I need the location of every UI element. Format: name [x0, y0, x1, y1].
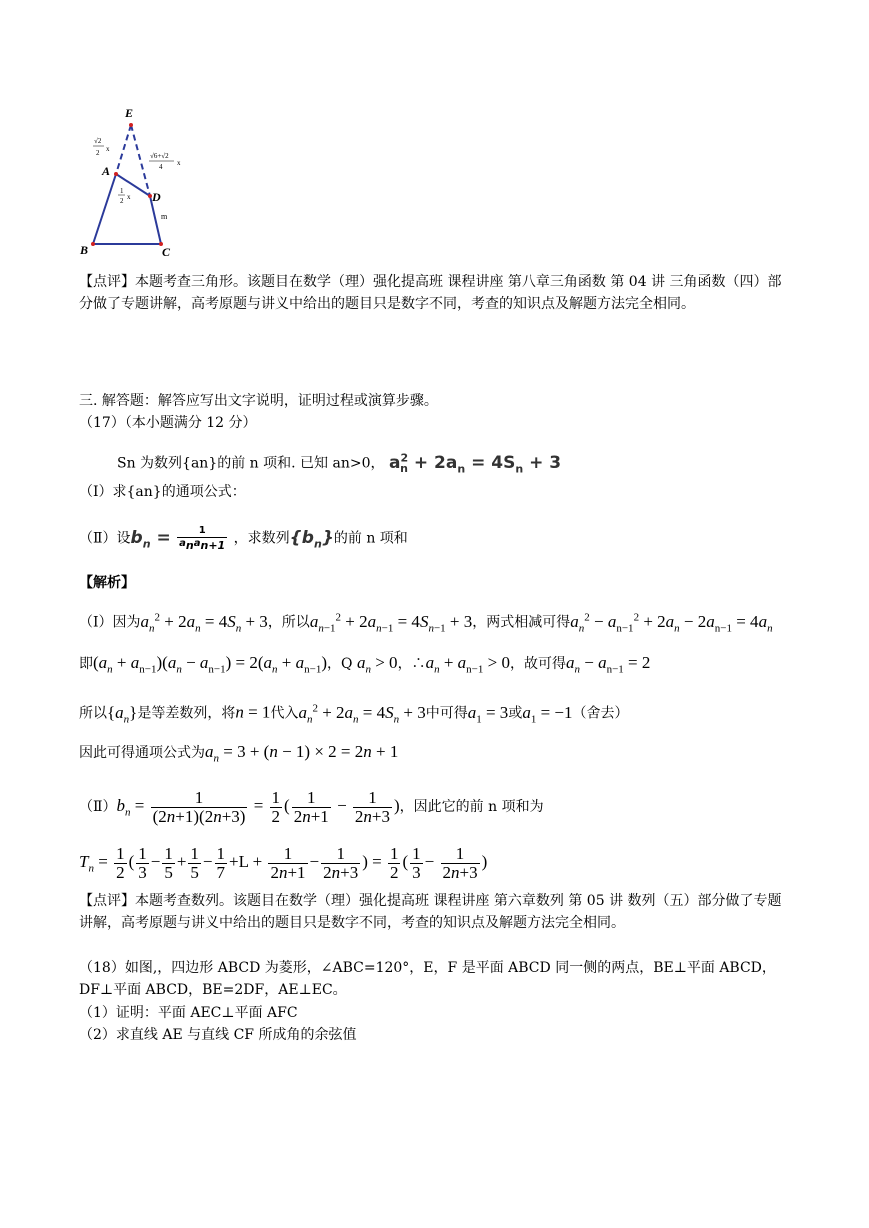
- svg-text:x: x: [177, 159, 181, 167]
- label-ad: 1: [120, 187, 124, 195]
- section-3-title: 三. 解答题：解答应写出文字说明，证明过程或演算步骤。: [79, 393, 438, 409]
- stem-formula: $a^2_n + 2a_n = 4S_n + 3$: [388, 451, 562, 476]
- solution-line-4: 因此可得通项公式为$a_n = 3 + (n - 1) \times 2 = 2n + 1$: [79, 742, 399, 765]
- point-e-label: E: [125, 106, 134, 120]
- solution-heading: 【解析】: [79, 575, 135, 591]
- comment-1: 【点评】本题考查三角形。该题目在数学（理）强化提高班 课程讲座 第八章三角函数 第 04 讲 三角函数（四）部分做了专题讲解，高考原题与讲义中给出的题目只是数字不同，考查的知识点及解题方法完全相同。: [79, 274, 782, 312]
- svg-text:2: 2: [120, 197, 124, 205]
- comment-2: 【点评】本题考查数列。该题目在数学（理）强化提高班 课程讲座 第六章数列 第 05 讲 数列（五）部分做了专题讲解，高考原题与讲义中给出的题目只是数字不同，考查的知识点及解题方法完全相同。: [79, 893, 782, 931]
- edge-ab: [93, 174, 116, 244]
- point-c-label: C: [162, 245, 171, 259]
- point-b-label: B: [80, 243, 89, 257]
- svg-text:4: 4: [159, 163, 163, 171]
- q17-part2: （Ⅱ）设$b_n$ = $\frac{1}{a_na_{n+1}}$ ，求数列$\{b_n\}$的前 n 项和: [79, 525, 408, 552]
- q18-stem: （18）如图,，四边形 ABCD 为菱形，∠ABC=120°，E，F 是平面 ABCD 同一侧的两点，BE⊥平面 ABCD，DF⊥平面 ABCD，BE=2DF，AE⊥EC。: [79, 960, 776, 998]
- svg-text:2: 2: [96, 149, 100, 157]
- triangle-figure: [76, 103, 196, 263]
- q18-part2: （2）求直线 AE 与直线 CF 所成角的余弦值: [79, 1027, 357, 1043]
- bn-fraction: $\frac{1}{a_na_{n+1}}$: [179, 525, 226, 552]
- label-ed: √6+√2: [150, 152, 169, 160]
- label-ea: √2: [94, 137, 102, 145]
- q18-part1: （1）证明：平面 AEC⊥平面 AFC: [79, 1005, 298, 1021]
- point-d-label: D: [152, 190, 161, 204]
- q17-stem: Sn 为数列{an}的前 n 项和. 已知 an>0， $a^2_n + 2a_n = 4S_n + 3$: [117, 451, 562, 476]
- svg-text:x: x: [127, 193, 131, 201]
- solution-line-1: （Ⅰ）因为$a_n^2 + 2a_n = 4S_n + 3$，所以$a_{n-1}^2 + 2a_{n-1} = 4S_{n-1} + 3$，两式相减可得$a_n^2 - a_{n-1}^2 + 2a_n - 2a_{n-1} = 4a_n$: [79, 611, 773, 635]
- label-dc: m: [161, 212, 168, 221]
- edge-ea: [116, 125, 131, 174]
- point-a-label: A: [102, 164, 111, 178]
- q17-title: （17）（本小题满分 12 分）: [79, 415, 257, 431]
- solution-line-6: $T_n$ = $\frac{1}{2}$ ( $\frac{1}{3}$ − $\frac{1}{5}$ + $\frac{1}{5}$ − $\frac{1}{7}$ +L + $\frac{1}{2n+1}$ − $\frac{1}{2n+3}$ ) = $\frac{1}{2}$ ( $\frac{1}{3}$ − $\frac{1}{2n+3}$ ): [79, 843, 488, 882]
- solution-line-3: 所以$\{a_n\}$是等差数列，将n = 1代入$a_n^2 + 2a_n = 4S_n + 3$中可得$a_1 = 3$或$a_1 = -1$（舍去）: [79, 702, 629, 726]
- svg-text:x: x: [106, 145, 110, 153]
- q17-part1: （Ⅰ）求{an}的通项公式：: [79, 484, 246, 500]
- solution-line-2: 即$(a_n + a_{n-1})(a_n - a_{n-1}) = 2(a_n + a_{n-1})$，Q $a_n > 0$，$\therefore a_n + a_{n-1} > 0$，故可得$a_n - a_{n-1} = 2$: [79, 653, 651, 676]
- solution-line-5: $(Ⅱ)b_n$ = $\frac{1}{(2n+1)(2n+3)}$ = $\frac{1}{2}$ ( $\frac{1}{2n+1}$ − $\frac{1}{2n+3}$ )，因此它的前 n 项和为: [79, 787, 544, 826]
